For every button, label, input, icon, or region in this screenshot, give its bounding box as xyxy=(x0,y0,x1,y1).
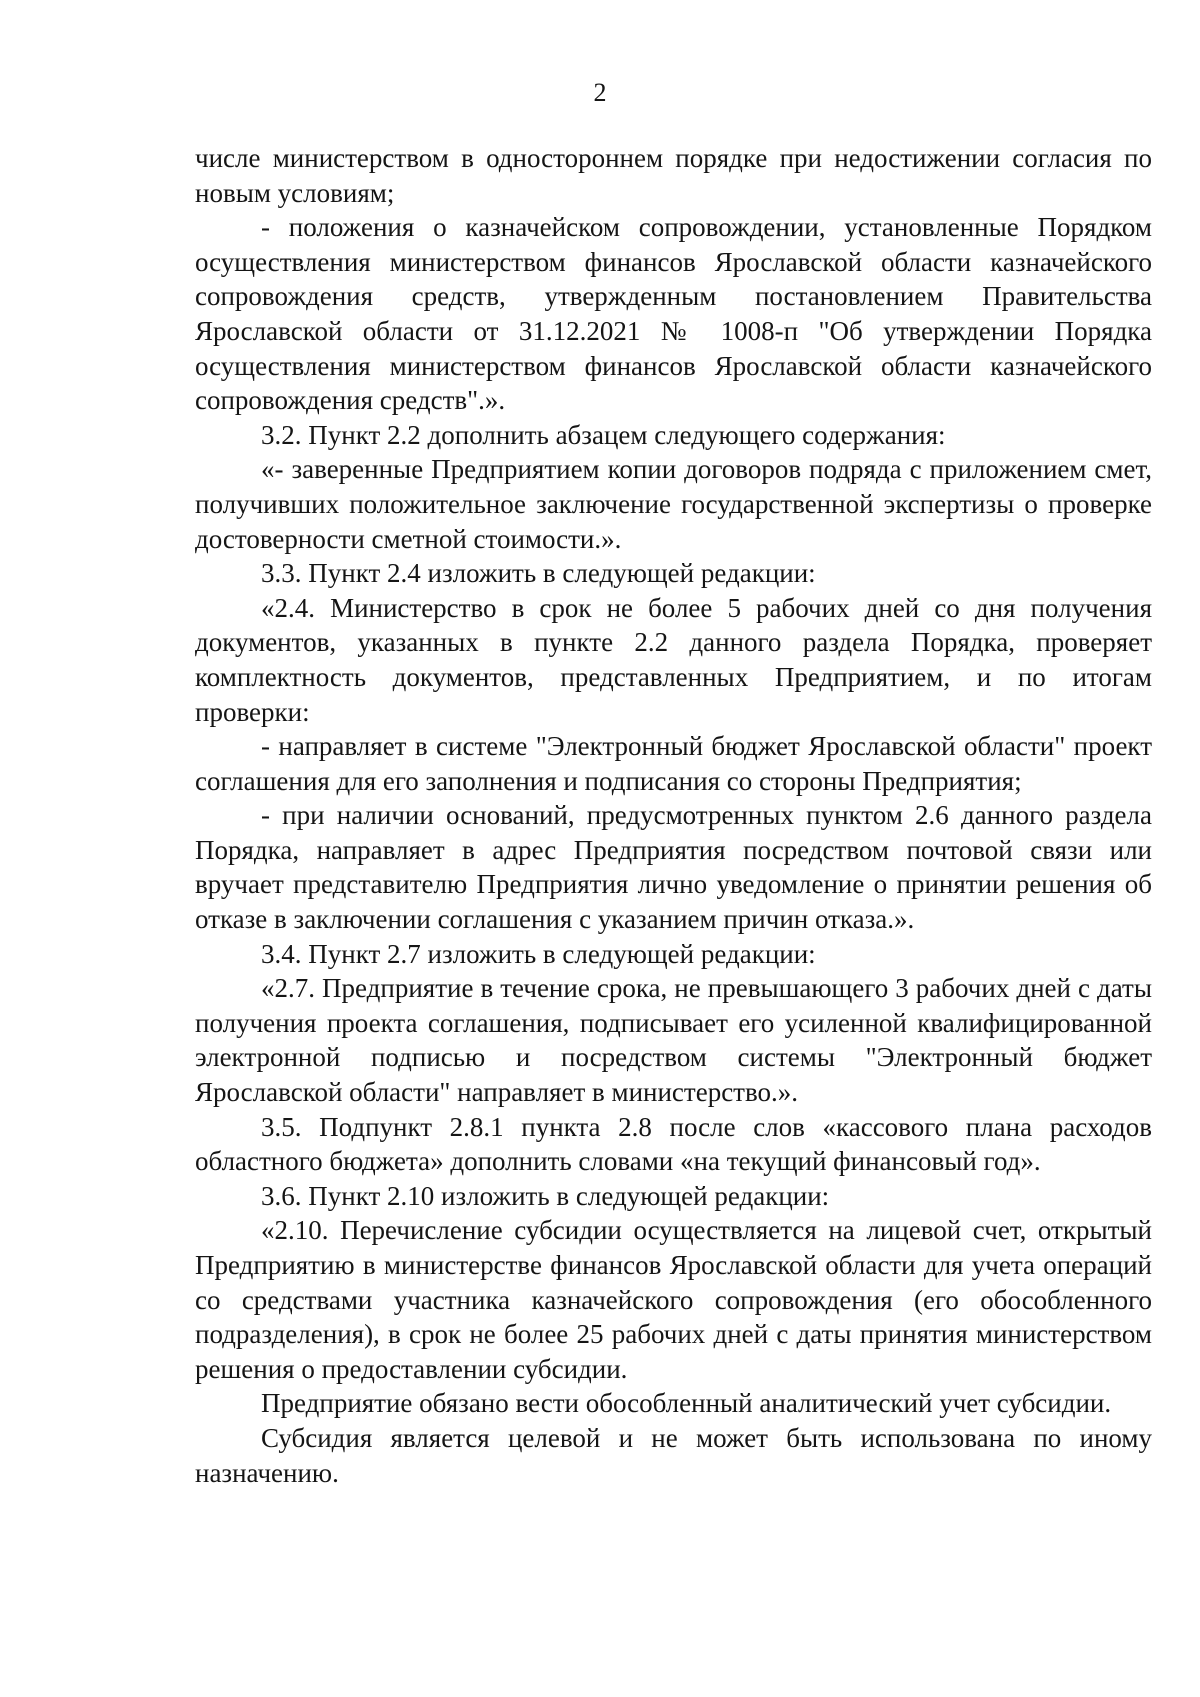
paragraph: «2.10. Перечисление субсидии осуществляется на лицевой счет, открытый Предприятию в министерстве финансов Ярославской области для учета операций со средствами участника казначейского сопровождения (его обособленного подразделения), в срок не более 25 рабочих дней с даты принятия министерством решения о предоставлении субсидии. xyxy=(195,1215,1152,1384)
paragraph: числе министерством в одностороннем порядке при недостижении согласия по новым условиям; xyxy=(195,143,1152,208)
paragraph: «2.7. Предприятие в течение срока, не превышающего 3 рабочих дней с даты получения проекта соглашения, подписывает его усиленной квалифицированной электронной подписью и посредством системы "Электронный бюджет Ярославской области" направляет в министерство.». xyxy=(195,973,1152,1108)
paragraph: «- заверенные Предприятием копии договоров подряда с приложением смет, получивших положительное заключение государственной экспертизы о проверке достоверности сметной стоимости.». xyxy=(195,454,1152,554)
paragraph: - положения о казначейском сопровождении, установленные Порядком осуществления министерством финансов Ярославской области казначейского сопровождения средств, утвержденным постановлением Правительства Ярославской области от 31.12.2021 № 1008-п "Об утверждении Порядка осуществления министерством финансов Ярославской области казначейского сопровождения средств".». xyxy=(195,212,1152,416)
paragraph: 3.3. Пункт 2.4 изложить в следующей редакции: xyxy=(261,558,816,589)
document-body xyxy=(195,141,1152,1490)
paragraph: 3.4. Пункт 2.7 изложить в следующей редакции: xyxy=(261,938,816,969)
page-number: 2 xyxy=(593,78,607,107)
paragraph: - направляет в системе "Электронный бюджет Ярославской области" проект соглашения для его заполнения и подписания со стороны Предприятия; xyxy=(195,731,1152,796)
paragraph: 3.2. Пункт 2.2 дополнить абзацем следующего содержания: xyxy=(261,419,946,450)
paragraph: - при наличии оснований, предусмотренных пунктом 2.6 данного раздела Порядка, направляет в адрес Предприятия посредством почтовой связи или вручает представителю Предприятия лично уведомление о принятии решения об отказе в заключении соглашения с указанием причин отказа.». xyxy=(195,800,1152,935)
paragraph: Предприятие обязано вести обособленный аналитический учет субсидии. xyxy=(261,1388,1112,1419)
paragraph: 3.5. Подпункт 2.8.1 пункта 2.8 после слов «кассового плана расходов областного бюджета» дополнить словами «на текущий финансовый год». xyxy=(195,1111,1152,1177)
paragraph: «2.4. Министерство в срок не более 5 рабочих дней со дня получения документов, указанных в пункте 2.2 данного раздела Порядка, проверяет комплектность документов, представленных Предприятием, и по итогам проверки: xyxy=(195,592,1152,727)
paragraph: Субсидия является целевой и не может быть использована по иному назначению. xyxy=(195,1422,1152,1488)
paragraph: 3.6. Пункт 2.10 изложить в следующей редакции: xyxy=(261,1180,830,1211)
